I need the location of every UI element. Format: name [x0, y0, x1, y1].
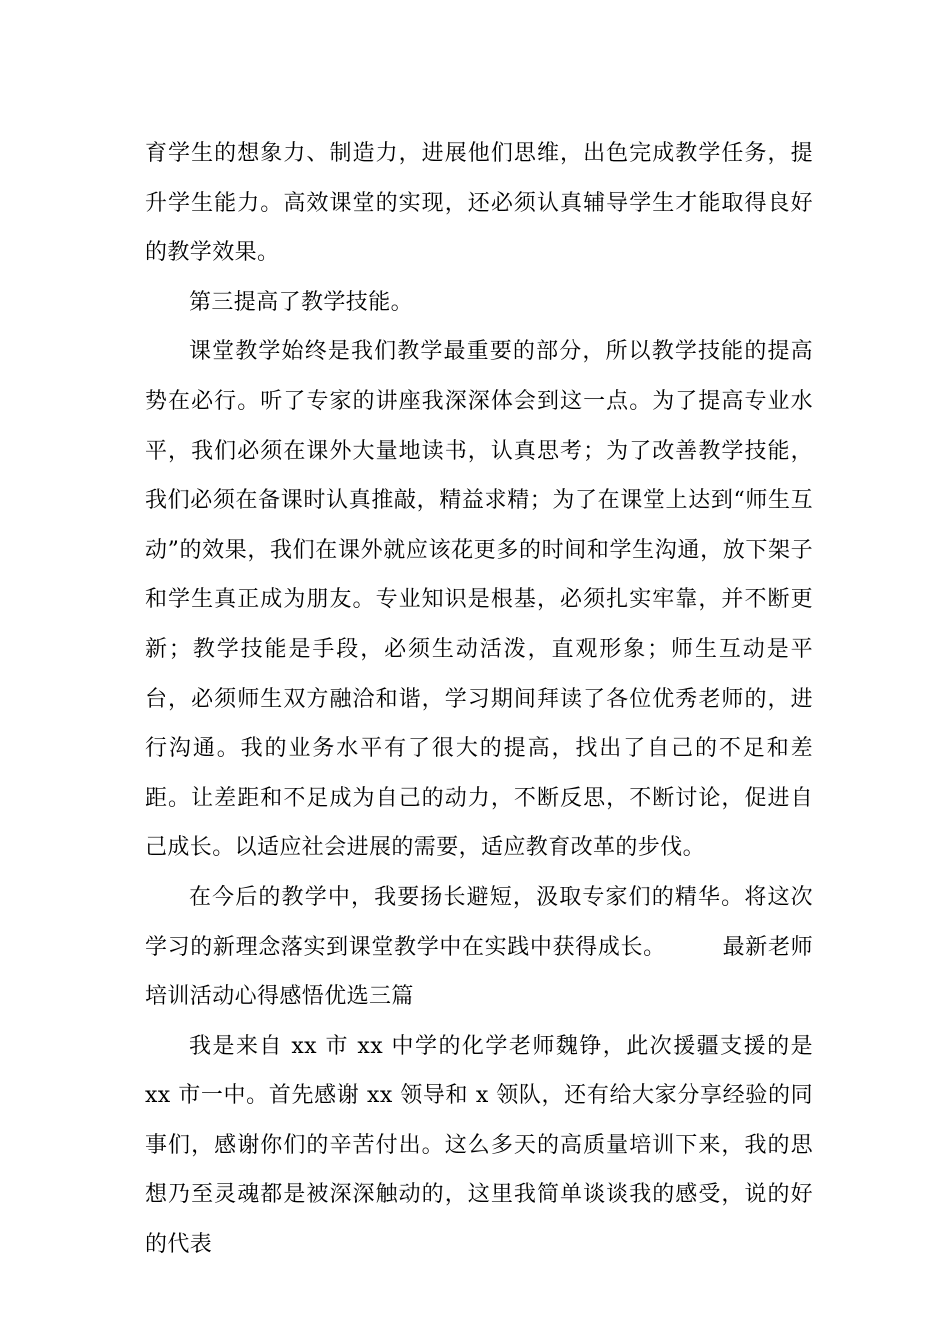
paragraph-future-teaching: 在今后的教学中，我要扬长避短，汲取专家们的精华。将这次学习的新理念落实到课堂教学中在实践中获得成长。 最新老师培训活动心得感悟优选三篇	[145, 884, 813, 1010]
paragraph-introduction: 我是来自 xx 市 xx 中学的化学老师魏铮，此次援疆支援的是 xx 市一中。首先感谢 xx 领导和 x 领队，还有给大家分享经验的同事们，感谢你们的辛苦付出。这么多天的高质量培训下来，我的思想乃至灵魂都是被深深触动的，这里我简单谈谈我的感受，说的好的代表	[145, 1033, 813, 1258]
paragraph-continuation: 育学生的想象力、制造力，进展他们思维，出色完成教学任务，提升学生能力。高效课堂的实现，还必须认真辅导学生才能取得良好的教学效果。	[145, 141, 813, 266]
section-heading: 第三提高了教学技能。	[189, 289, 414, 315]
paragraph-teaching-skills: 课堂教学始终是我们教学最重要的部分，所以教学技能的提高势在必行。听了专家的讲座我深深体会到这一点。为了提高专业水平，我们必须在课外大量地读书，认真思考；为了改善教学技能，我们必须在备课时认真推敲，精益求精；为了在课堂上达到“师生互动”的效果，我们在课外就应该花更多的时间和学生沟通，放下架子和学生真正成为朋友。专业知识是根基，必须扎实牢靠，并不断更新；教学技能是手段，必须生动活泼，直观形象；师生互动是平台，必须师生双方融洽和谐，学习期间拜读了各位优秀老师的，进行沟通。我的业务水平有了很大的提高，找出了自己的不足和差距。让差距和不足成为自己的动力，不断反思，不断讨论，促进自己成长。以适应社会进展的需要，适应教育改革的步伐。	[145, 339, 813, 861]
document-body	[145, 129, 813, 1270]
